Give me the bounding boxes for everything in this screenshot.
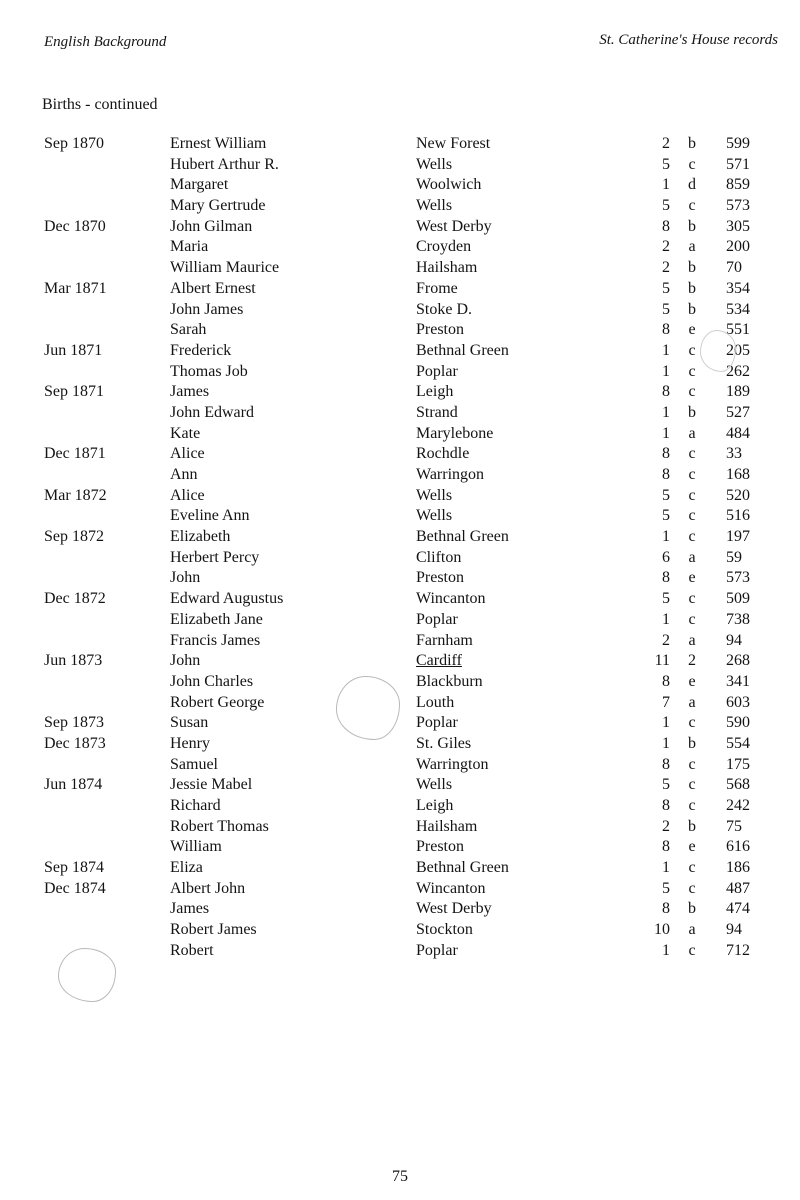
record-volume: 7 [662,693,670,711]
record-name: Herbert Percy [170,548,260,566]
record-row [0,713,800,734]
record-name: John [170,569,201,587]
record-page: 712 [726,941,750,959]
record-row [0,134,800,155]
record-row [0,672,800,693]
record-name: Ernest William [170,135,267,152]
record-page: 197 [726,528,750,546]
record-part: c [688,610,696,628]
record-row [0,755,800,776]
section-title: Births - continued [42,96,158,113]
record-district: West Derby [416,217,492,235]
record-district: Poplar [416,362,458,380]
record-name: Kate [170,424,201,442]
record-volume: 5 [662,300,670,318]
record-name: Hubert Arthur R. [170,155,279,173]
record-page: 175 [726,755,750,773]
record-district: Preston [416,321,464,339]
record-volume: 2 [662,817,670,835]
record-volume: 5 [662,155,670,173]
record-page: 262 [726,362,750,380]
record-name: Henry [170,734,210,752]
record-name: William [170,838,222,856]
record-volume: 8 [662,466,670,483]
record-page: 75 [726,817,742,835]
record-part: b [688,300,696,318]
record-page: 599 [726,135,750,152]
record-name: Thomas Job [170,362,248,380]
record-district: Frome [416,279,458,297]
record-part: c [688,486,696,504]
record-part: c [688,714,696,732]
record-row [0,527,800,548]
record-page: 354 [726,279,750,297]
record-name: John Gilman [170,217,253,235]
record-date: Dec 1874 [44,879,106,897]
record-page: 534 [726,300,750,318]
record-name: Alice [170,445,205,463]
record-name: John James [170,300,244,318]
record-date: Dec 1872 [44,590,106,608]
record-district: Bethnal Green [416,341,509,359]
record-name: Frederick [170,341,232,359]
record-row [0,693,800,714]
record-row [0,548,800,569]
record-date: Mar 1872 [44,486,107,504]
record-district: Poplar [416,941,458,959]
record-row [0,300,800,321]
record-name: Albert John [170,879,246,897]
record-row [0,610,800,631]
record-volume: 8 [662,838,670,856]
record-volume: 11 [654,652,670,670]
record-page: 474 [726,900,750,918]
record-district: Bethnal Green [416,859,509,877]
record-district: St. Giles [416,734,472,752]
record-name: Edward Augustus [170,590,284,608]
record-volume: 5 [662,197,670,215]
record-district: Wincanton [416,590,486,608]
record-district: Blackburn [416,672,483,690]
record-row [0,506,800,527]
record-row [0,341,800,362]
record-district: Marylebone [416,424,494,442]
record-district: Wells [416,197,453,215]
page-number: 75 [392,1168,408,1185]
record-volume: 8 [662,445,670,463]
record-page: 484 [726,424,750,442]
record-district: Leigh [416,797,454,814]
record-page: 516 [726,507,750,525]
record-page: 205 [726,341,750,359]
record-row [0,920,800,941]
record-date: Sep 1874 [44,859,104,877]
record-page: 571 [726,155,750,173]
record-page: 94 [726,631,742,649]
record-volume: 5 [662,507,670,525]
record-date: Sep 1873 [44,714,104,732]
record-row [0,258,800,279]
record-page: 487 [726,879,750,897]
record-district: Cardiff [416,652,462,670]
record-part: c [688,755,696,773]
record-row [0,651,800,672]
record-part: c [688,590,696,608]
record-part: b [688,259,696,277]
record-row [0,465,800,486]
record-district: Preston [416,569,464,587]
record-page: 94 [726,921,742,939]
record-district: Croyden [416,238,472,256]
record-row [0,403,800,424]
record-part: a [688,693,696,711]
record-district: Poplar [416,714,458,732]
record-part: b [688,217,696,235]
record-volume: 8 [662,321,670,339]
record-page: 573 [726,569,750,587]
record-row [0,734,800,755]
record-row [0,858,800,879]
record-district: Preston [416,838,464,856]
record-row [0,631,800,652]
record-page: 268 [726,652,750,670]
record-volume: 1 [662,403,670,421]
record-part: a [688,921,696,939]
record-date: Jun 1874 [44,776,103,794]
record-district: Wells [416,155,453,173]
record-page: 242 [726,797,750,814]
record-part: c [688,941,696,959]
record-volume: 8 [662,755,670,773]
record-page: 554 [726,734,750,752]
record-volume: 6 [662,548,670,566]
record-district: Wells [416,486,453,504]
record-district: Strand [416,403,458,421]
record-volume: 1 [662,528,670,546]
record-part: e [688,569,696,587]
record-date: Dec 1870 [44,217,106,235]
record-volume: 1 [662,714,670,732]
record-volume: 2 [662,259,670,277]
record-volume: 1 [662,362,670,380]
record-date: Dec 1873 [44,734,106,752]
record-row [0,362,800,383]
record-name: Jessie Mabel [170,776,253,794]
record-district: Warringon [416,466,485,483]
record-part: b [688,734,696,752]
record-volume: 1 [662,424,670,442]
record-district: Louth [416,693,455,711]
record-row [0,196,800,217]
record-row [0,568,800,589]
record-row [0,424,800,445]
record-page: 189 [726,383,750,401]
record-volume: 2 [662,631,670,649]
record-date: Dec 1871 [44,445,106,463]
record-volume: 8 [662,797,670,814]
record-district: Bethnal Green [416,528,509,546]
record-part: c [688,507,696,525]
record-part: c [688,776,696,794]
record-name: Robert Thomas [170,817,269,835]
record-part: b [688,135,696,152]
record-name: William Maurice [170,259,280,277]
record-date: Jun 1871 [44,341,103,359]
paper-stain [58,948,116,1002]
record-part: d [688,176,696,194]
record-page: 738 [726,610,750,628]
record-date: Sep 1872 [44,528,104,546]
record-name: Albert Ernest [170,279,256,297]
record-part: c [688,797,696,814]
record-row [0,796,800,817]
record-page: 520 [726,486,750,504]
record-date: Sep 1871 [44,383,104,401]
record-part: 2 [688,652,696,670]
record-part: b [688,279,696,297]
record-district: Wells [416,776,453,794]
record-volume: 5 [662,279,670,297]
paper-stain [336,676,400,740]
record-part: c [688,383,696,401]
record-date: Mar 1871 [44,279,107,297]
record-name: Richard [170,797,221,814]
record-volume: 1 [662,859,670,877]
record-volume: 5 [662,486,670,504]
record-page: 859 [726,176,750,194]
record-part: c [688,879,696,897]
record-page: 186 [726,859,750,877]
record-volume: 1 [662,941,670,959]
record-date: Sep 1870 [44,135,104,152]
record-name: Margaret [170,176,229,194]
record-row [0,237,800,258]
record-row [0,837,800,858]
paper-stain [700,330,736,372]
record-page: 551 [726,321,750,339]
record-page: 70 [726,259,742,277]
record-district: Wells [416,507,453,525]
record-volume: 8 [662,569,670,587]
record-volume: 8 [662,900,670,918]
record-part: c [688,197,696,215]
record-volume: 2 [662,135,670,152]
record-district: Wincanton [416,879,486,897]
record-volume: 1 [662,610,670,628]
record-name: Susan [170,714,209,732]
record-page: 590 [726,714,750,732]
record-name: Ann [170,466,198,483]
record-page: 200 [726,238,750,256]
birth-records-list [0,134,800,962]
record-part: a [688,631,696,649]
record-page: 568 [726,776,750,794]
record-district: Stockton [416,921,473,939]
record-part: e [688,672,696,690]
record-part: c [688,155,696,173]
record-district: New Forest [416,135,491,152]
record-page: 305 [726,217,750,235]
record-row [0,217,800,238]
record-part: b [688,403,696,421]
record-part: b [688,817,696,835]
record-part: a [688,548,696,566]
record-name: Francis James [170,631,261,649]
record-volume: 8 [662,383,670,401]
record-part: c [688,341,696,359]
record-district: Stoke D. [416,300,472,318]
record-page: 603 [726,693,750,711]
record-part: e [688,838,696,856]
record-row [0,899,800,920]
record-name: Samuel [170,755,218,773]
record-page: 573 [726,197,750,215]
record-page: 616 [726,838,750,856]
record-row [0,279,800,300]
record-district: West Derby [416,900,492,918]
record-row [0,175,800,196]
record-part: b [688,900,696,918]
record-name: Elizabeth Jane [170,610,263,628]
record-district: Hailsham [416,817,478,835]
record-row [0,941,800,962]
record-district: Warrington [416,755,489,773]
record-name: John Charles [170,672,254,690]
record-row [0,444,800,465]
record-district: Poplar [416,610,458,628]
record-date: Jun 1873 [44,652,103,670]
record-volume: 1 [662,176,670,194]
record-page: 168 [726,466,750,483]
record-part: e [688,321,696,339]
record-district: Woolwich [416,176,482,194]
record-part: c [688,466,696,483]
record-row [0,817,800,838]
record-name: Eveline Ann [170,507,250,525]
record-district: Hailsham [416,259,478,277]
record-volume: 8 [662,672,670,690]
record-volume: 10 [654,921,670,939]
record-district: Leigh [416,383,454,401]
record-row [0,486,800,507]
record-part: c [688,445,696,463]
record-volume: 5 [662,776,670,794]
record-district: Rochdle [416,445,470,463]
record-row [0,155,800,176]
record-name: Maria [170,238,209,256]
record-name: Mary Gertrude [170,197,266,215]
record-part: a [688,424,696,442]
record-name: James [170,900,210,918]
record-part: c [688,859,696,877]
record-name: Elizabeth [170,528,231,546]
record-name: James [170,383,210,401]
record-name: Sarah [170,321,207,339]
record-row [0,382,800,403]
record-row [0,879,800,900]
record-name: Robert James [170,921,257,939]
record-volume: 8 [662,217,670,235]
record-page: 33 [726,445,742,463]
record-row [0,589,800,610]
record-name: Robert [170,941,214,959]
record-page: 59 [726,548,742,566]
record-name: John Edward [170,403,254,421]
record-part: c [688,528,696,546]
record-name: John [170,652,201,670]
record-volume: 2 [662,238,670,256]
record-volume: 1 [662,341,670,359]
record-page: 341 [726,672,750,690]
record-name: Alice [170,486,205,504]
record-name: Robert George [170,693,265,711]
record-name: Eliza [170,859,203,877]
record-row [0,775,800,796]
record-page: 509 [726,590,750,608]
record-part: a [688,238,696,256]
record-volume: 1 [662,734,670,752]
record-volume: 5 [662,879,670,897]
record-district: Clifton [416,548,462,566]
record-row [0,320,800,341]
record-volume: 5 [662,590,670,608]
running-header-left: English Background [44,34,167,50]
record-part: c [688,362,696,380]
record-page: 527 [726,403,750,421]
running-header-right: St. Catherine's House records [599,32,778,48]
record-district: Farnham [416,631,473,649]
